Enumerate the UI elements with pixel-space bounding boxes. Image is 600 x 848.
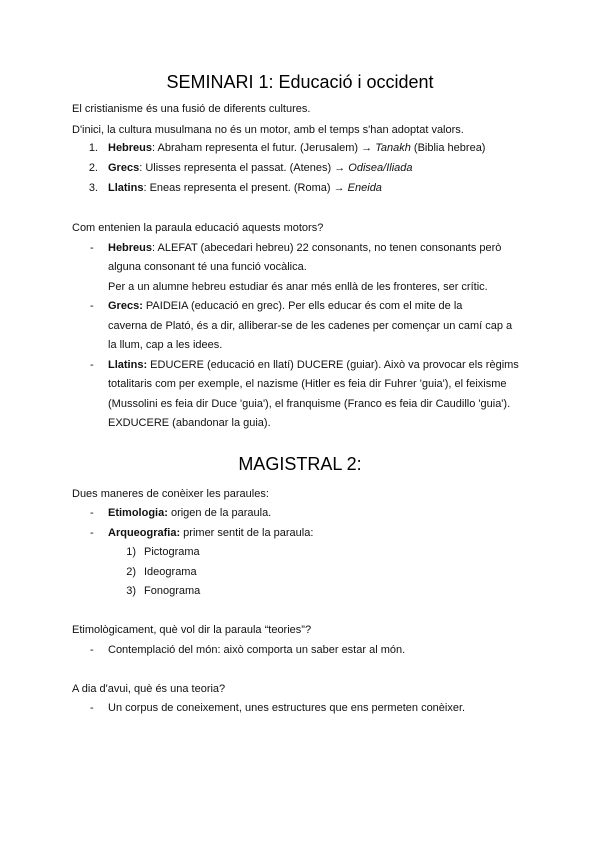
bullet-text: primer sentit de la paraula: [180, 527, 314, 539]
magistral-title: MAGISTRAL 2: [238, 454, 362, 474]
list-item-italic: Eneida [347, 182, 382, 194]
list-item [108, 141, 485, 155]
bullet-grecs-line-3: la llum, cap a les idees. [108, 339, 223, 351]
sub-item: Fonograma [144, 585, 201, 597]
bullet-dash: - [90, 702, 94, 714]
list-item [108, 161, 413, 175]
question-line: Com entenien la paraula educació aquests motors? [72, 222, 324, 234]
bullet-dash: - [90, 527, 94, 539]
magistral-intro: Dues maneres de conèixer les paraules: [72, 488, 269, 500]
bullet-llatins-line-3: (Mussolini es feia dir Duce 'guia'), el franquisme (Franco es feia dir Caudillo 'guia'). [108, 398, 511, 410]
bullet-llatins-line-1 [108, 358, 519, 372]
bullet-arqueografia [108, 526, 313, 540]
bullet-dash: - [90, 507, 94, 519]
bullet-hebreus-line-2: alguna consonant té una funció vocàlica. [108, 261, 307, 273]
bullet-term: Grecs: [108, 300, 143, 312]
bullet-text: origen de la paraula. [167, 507, 272, 519]
list-item [108, 181, 382, 195]
term-llatins: Llatins [108, 182, 144, 194]
bullet-dash: - [90, 359, 94, 371]
bullet-grecs-line-1 [108, 299, 462, 313]
bullet-grecs-line-2: caverna de Plató, és a dir, alliberar-se de les cadenes per començar un camí cap a [108, 320, 513, 332]
list-item-italic: Odisea/Iliada [348, 162, 413, 174]
answer-teories: Contemplació del món: això comporta un saber estar al món. [108, 644, 406, 656]
bullet-term: Llatins: [108, 359, 148, 371]
sub-item: Pictograma [144, 546, 200, 558]
list-number: 2. [88, 162, 98, 174]
sub-number: 3) [126, 585, 136, 597]
list-item-after: (Biblia hebrea) [410, 142, 486, 154]
list-item-text: : Ulisses representa el passat. (Atenes) → [139, 162, 349, 174]
bullet-llatins-line-2: totalitaris com per exemple, el nazisme (Hitler es feia dir Fuhrer 'guia'), el feixisme [108, 378, 507, 390]
bullet-text: EDUCERE (educació en llatí) DUCERE (guiar). Això va provocar els règims [147, 359, 519, 371]
bullet-dash: - [90, 242, 94, 254]
intro-line-2: D'inici, la cultura musulmana no és un motor, amb el temps s'han adoptat valors. [72, 124, 464, 136]
sub-number: 1) [126, 546, 136, 558]
question-teoria: A dia d'avui, què és una teoria? [72, 683, 226, 695]
sub-number: 2) [126, 566, 136, 578]
bullet-term: Etimologia: [108, 507, 168, 519]
bullet-dash: - [90, 644, 94, 656]
bullet-llatins-line-4: EXDUCERE (abandonar la guia). [108, 417, 271, 429]
list-item-italic: Tanakh [375, 142, 411, 154]
bullet-term: Arqueografia: [108, 527, 181, 539]
bullet-dash: - [90, 300, 94, 312]
list-number: 1. [88, 142, 98, 154]
bullet-hebreus-line-3: Per a un alumne hebreu estudiar és anar més enllà de les fronteres, ser crític. [108, 281, 488, 293]
intro-line-1: El cristianisme és una fusió de diferents cultures. [72, 103, 311, 115]
sub-item: Ideograma [144, 566, 197, 578]
list-number: 3. [88, 182, 98, 194]
list-item-text: : Abraham representa el futur. (Jerusalem) → [152, 142, 376, 154]
term-hebreus: Hebreus [108, 142, 153, 154]
bullet-etimologia [108, 506, 271, 520]
term-grecs: Grecs [108, 162, 140, 174]
bullet-text: : ALEFAT (abecedari hebreu) 22 consonants, no tenen consonants però [152, 242, 502, 254]
seminari-title: SEMINARI 1: Educació i occident [166, 72, 434, 92]
bullet-text: PAIDEIA (educació en grec). Per ells educar és com el mite de la [142, 300, 463, 312]
bullet-hebreus-line-1 [108, 241, 501, 255]
question-teories: Etimològicament, què vol dir la paraula “teories”? [72, 624, 312, 636]
answer-teoria: Un corpus de coneixement, unes estructures que ens permeten conèixer. [108, 702, 466, 714]
bullet-term: Hebreus [108, 242, 153, 254]
list-item-text: : Eneas representa el present. (Roma) → [143, 182, 348, 194]
